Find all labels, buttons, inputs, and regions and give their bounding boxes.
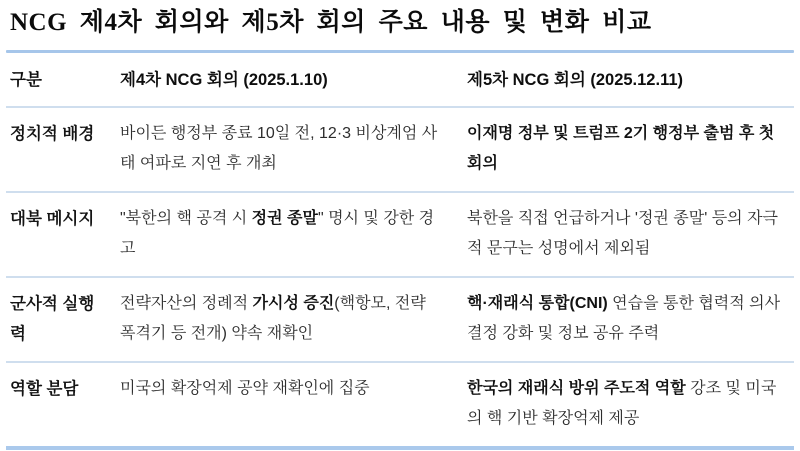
table-header-row (6, 53, 794, 108)
meeting4-cell (116, 289, 461, 349)
table-row-military-execution (6, 278, 794, 363)
row-label: 정치적 배경 (10, 125, 95, 143)
text-run: " 명시 및 강한 경고 (120, 210, 435, 257)
header-category: 구분 (10, 71, 42, 89)
emphasized-text: 이재명 정부 및 트럼프 2기 행정부 출범 후 첫 회의 (467, 125, 775, 172)
emphasized-text: 가시성 증진 (252, 295, 335, 312)
row-label: 역할 분담 (10, 380, 79, 398)
text-run: 북한을 직접 언급하거나 '정권 종말' 등의 자극적 문구는 성명에서 제외됨 (467, 210, 778, 257)
emphasized-text: 한국의 재래식 방위 주도적 역할 (467, 380, 686, 397)
text-run: 강조 및 미국의 핵 기반 확장억제 제공 (467, 380, 777, 427)
emphasized-text: 핵·재래식 통합(CNI) (467, 295, 608, 312)
text-run: 바이든 행정부 종료 10일 전, 12·3 비상계엄 사태 여파로 지연 후 개최 (120, 125, 438, 172)
table-row-nk-message (6, 193, 794, 278)
row-label: 군사적 실행력 (10, 295, 95, 343)
header-meeting-5: 제5차 NCG 회의 (2025.12.11) (467, 71, 684, 89)
text-run: 미국의 확장억제 공약 재확인에 집중 (120, 380, 370, 397)
meeting5-cell (461, 119, 794, 179)
header-meeting-4: 제4차 NCG 회의 (2025.1.10) (120, 71, 328, 89)
table-row-political-background (6, 108, 794, 193)
text-run: 전략자산의 정례적 (120, 295, 253, 312)
text-run: 연습을 통한 협력적 의사 결정 강화 및 정보 공유 주력 (467, 295, 781, 342)
meeting5-cell (461, 204, 794, 264)
meeting4-cell (116, 374, 461, 434)
page-title: NCG 제4차 회의와 제5차 회의 주요 내용 및 변화 비교 (10, 9, 652, 36)
emphasized-text: 정권 종말 (251, 210, 318, 227)
meeting5-cell (461, 289, 794, 349)
text-run: "북한의 핵 공격 시 (120, 210, 252, 227)
meeting4-cell (116, 119, 461, 179)
comparison-table (6, 53, 794, 450)
text-run: (핵항모, 전략 폭격기 등 전개) 약속 재확인 (120, 295, 426, 342)
meeting4-cell (116, 204, 461, 264)
meeting5-cell (461, 374, 794, 434)
table-row-role-division (6, 363, 794, 450)
row-label: 대북 메시지 (10, 210, 95, 228)
